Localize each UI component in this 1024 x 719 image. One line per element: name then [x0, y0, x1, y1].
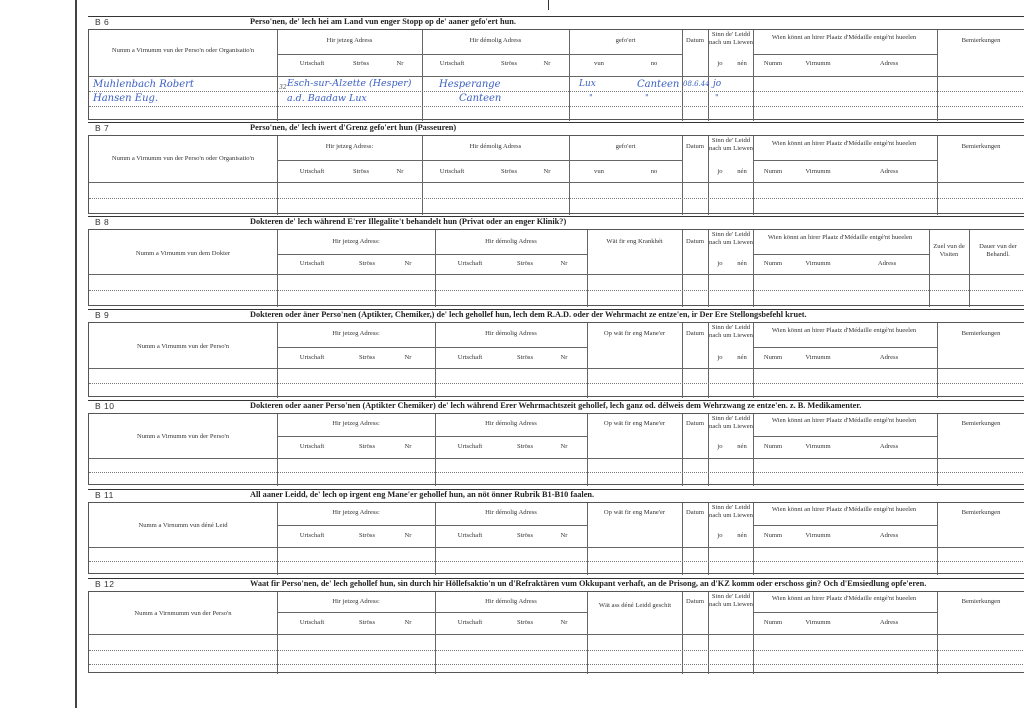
old-address-header: Hir démolig Adress: [485, 238, 537, 245]
section-b7: [88, 122, 1024, 214]
first-name-header: Virnumm: [805, 260, 831, 267]
date-header: Datum: [686, 143, 704, 150]
locality-header: Urtschaft: [299, 354, 325, 361]
no-header: nén: [737, 532, 747, 539]
date-header: Datum: [686, 420, 704, 427]
surname-header: Numm: [763, 260, 783, 267]
section-title: Dokteren de' lech während E'rer Illegalite't behandelt hun (Privat oder an enger Klinik?): [250, 217, 567, 226]
no-header: nén: [737, 60, 747, 67]
entry-fled-to: ": [645, 93, 649, 102]
section-id: B 11: [95, 490, 114, 500]
yes-header: jo: [717, 532, 723, 539]
sense-header: Sinn de' Leidd nach um Liewen: [709, 324, 753, 339]
name-header: Numm a Virnumm vun déné Leid: [138, 522, 228, 529]
section-id: B 9: [95, 310, 110, 320]
section-header: [88, 578, 1024, 592]
section-b8: [88, 216, 1024, 306]
entry-fled-from: ": [589, 93, 593, 102]
first-name-header: Virnumm: [805, 443, 831, 450]
medal-header: Wien könnt an hirer Plaatz d'Médaille entgé'nt hueelen: [771, 327, 917, 334]
medal-header: Wien könnt an hirer Plaatz d'Médaille entgé'nt hueelen: [771, 506, 917, 513]
section-id: B 10: [95, 401, 115, 411]
fled-header: gefo'ert: [615, 143, 636, 150]
current-address-header: Hir jetzeg Adress:: [332, 509, 380, 516]
name-header: Numm a Virnumm vun der Perso'n oder Organisatio'n: [111, 47, 255, 54]
section-id: B 6: [95, 17, 110, 27]
current-address-header: Hir jetzeg Adress:: [332, 598, 380, 605]
from-header: vun: [594, 168, 604, 175]
top-tick: [548, 0, 549, 10]
number-header: Nr: [396, 60, 404, 67]
address-header: Adress: [879, 60, 899, 67]
medal-header: Wien könnt an hirer Plaatz d'Médaille entgé'nt hueelen: [771, 140, 917, 147]
old-address-header: Hir démolig Adress: [485, 330, 537, 337]
ailment-header: Op wät fir eng Mane'er: [603, 330, 666, 337]
address-header: Adress: [879, 619, 899, 626]
street-header: Ströss: [352, 60, 370, 67]
section-b9: [88, 309, 1024, 397]
entry-name: Muhlenbach Robert: [93, 79, 194, 90]
street-header: Ströss: [516, 532, 534, 539]
duration-header: Dauer vun der Behandl.: [979, 243, 1017, 258]
current-address-header: Hir jetzeg Adress:: [325, 143, 374, 150]
surname-header: Numm: [763, 60, 783, 67]
current-address-header: Hir jetzeg Adress:: [332, 420, 380, 427]
locality-header: Urtschaft: [457, 354, 483, 361]
first-name-header: Virnumm: [805, 619, 831, 626]
entry-name: Hansen Eug.: [93, 93, 159, 104]
name-header: Numm a Virnumm vun der Perso'n: [136, 343, 230, 350]
form-table: [88, 413, 1024, 485]
remarks-header: Bemierkungen: [961, 143, 1001, 150]
street-header: Ströss: [500, 168, 518, 175]
medal-header: Wien könnt an hirer Plaatz d'Médaille entgé'nt hueelen: [771, 595, 917, 602]
date-header: Datum: [686, 330, 704, 337]
entry-sense: ": [715, 93, 719, 102]
number-header: Nr: [404, 443, 412, 450]
from-header: vun: [594, 60, 604, 67]
medal-header: Wien könnt an hirer Plaatz d'Médaille entgé'nt hueelen: [767, 234, 913, 241]
entry-old-locality: Hesperange: [439, 79, 501, 90]
locality-header: Urtschaft: [299, 532, 325, 539]
form-table: [88, 135, 1024, 214]
street-header: Ströss: [516, 619, 534, 626]
current-address-header: Hir jetzeg Adress:: [332, 330, 380, 337]
section-header: [88, 489, 1024, 503]
form-table: [88, 322, 1024, 397]
sense-header: Sinn de' Leidd nach um Liewen: [709, 415, 753, 430]
old-address-header: Hir démolig Adress: [485, 509, 537, 516]
old-address-header: Hir démolig Adress: [469, 143, 522, 150]
address-header: Adress: [879, 443, 899, 450]
number-header: Nr: [560, 354, 568, 361]
first-name-header: Virnumm: [805, 532, 831, 539]
form-table: [88, 591, 1024, 673]
address-header: Adress: [879, 354, 899, 361]
street-header: Ströss: [358, 532, 376, 539]
street-header: Ströss: [352, 168, 370, 175]
surname-header: Numm: [763, 619, 783, 626]
ailment-header: Op wät fir eng Mane'er: [603, 509, 666, 516]
sense-header: Sinn de' Leidd nach um Liewen: [709, 137, 753, 152]
entry-current-locality: a.d. Baadaw Lux: [287, 93, 367, 104]
current-address-header: Hir jetzeg Adress: [326, 37, 373, 44]
section-title: Dokteren oder äner Perso'nen (Aptikter, Chemiker,) de' lech gehollef hun, lech dem R.A.D. oder der Wehrmacht ze entze'en, ir Der Ere Stellongsbefehl kruet.: [250, 310, 807, 319]
number-header: Nr: [404, 619, 412, 626]
number-header: Nr: [560, 260, 568, 267]
section-id: B 8: [95, 217, 110, 227]
address-header: Adress: [879, 532, 899, 539]
street-header: Ströss: [516, 260, 534, 267]
no-header: nén: [737, 168, 747, 175]
number-header: Nr: [560, 619, 568, 626]
address-header: Adress: [879, 168, 899, 175]
fled-header: gefo'ert: [615, 37, 636, 44]
name-header: Numm a Virnumm vun dem Dokter: [135, 250, 231, 257]
street-header: Ströss: [358, 443, 376, 450]
current-address-header: Hir jetzeg Adress:: [332, 238, 380, 245]
locality-header: Urtschaft: [457, 619, 483, 626]
section-title: Dokteren oder aaner Perso'nen (Aptikter Chemiker) de' lech während Erer Wehrmachtszeit gehollef, lech ganz od. délweis dem Wehrzwang ze entze'en. z. B. Medikamenter.: [250, 401, 862, 410]
section-title: Perso'nen, de' lech hei am Land vun enger Stopp op de' aaner gefo'ert hun.: [250, 17, 516, 26]
medal-header: Wien könnt an hirer Plaatz d'Médaille entgé'nt hueelen: [771, 34, 917, 41]
yes-header: jo: [717, 443, 723, 450]
date-header: Datum: [686, 509, 704, 516]
street-header: Ströss: [500, 60, 518, 67]
section-id: B 12: [95, 579, 115, 589]
street-header: Ströss: [358, 260, 376, 267]
number-header: Nr: [396, 168, 404, 175]
number-header: Nr: [404, 260, 412, 267]
section-b12: [88, 578, 1024, 674]
yes-header: jo: [717, 354, 723, 361]
number-header: Nr: [543, 60, 551, 67]
name-header: Numm a Virnumm vun der Perso'n: [136, 433, 230, 440]
visits-header: Zuel vun de Visiten: [933, 243, 965, 258]
section-title: All aaner Leidd, de' lech op irgent eng Mane'er gehollef hun, an nöt önner Rubrik B1-B10 faalen.: [250, 490, 595, 499]
locality-header: Urtschaft: [439, 168, 465, 175]
street-header: Ströss: [358, 354, 376, 361]
form-table: [88, 29, 1024, 120]
section-title: Waat fir Perso'nen, de' lech gehollef hun, sin durch hir Höllefsaktio'n un d'Refraktären vum Okkupant verhaft, an de Prisong, an d'KZ komm oder erschoss gin? Och d'Emsiedlung opfe'eren.: [250, 579, 927, 588]
first-name-header: Virnumm: [805, 168, 831, 175]
number-header: Nr: [560, 443, 568, 450]
first-name-header: Virnumm: [805, 60, 831, 67]
yes-header: jo: [717, 168, 723, 175]
illness-header: Wät fir eng Krankhét: [606, 238, 663, 245]
locality-header: Urtschaft: [457, 532, 483, 539]
old-address-header: Hir démolig Adress: [469, 37, 522, 44]
date-header: Datum: [686, 598, 704, 605]
date-header: Datum: [686, 238, 704, 245]
no-header: nén: [737, 354, 747, 361]
surname-header: Numm: [763, 443, 783, 450]
ailment-header: Op wät fir eng Mane'er: [603, 420, 666, 427]
old-address-header: Hir démolig Adress: [485, 598, 537, 605]
section-header: [88, 309, 1024, 323]
address-header: Adress: [877, 260, 897, 267]
sense-header: Sinn de' Leidd nach um Liewen: [709, 504, 753, 519]
section-b6: [88, 16, 1024, 120]
entry-current-locality: Esch-sur-Alzette (Hesper): [287, 78, 412, 89]
locality-header: Urtschaft: [299, 619, 325, 626]
number-header: Nr: [404, 354, 412, 361]
remarks-header: Bemierkungen: [961, 598, 1001, 605]
entry-old-locality: Canteen: [459, 93, 502, 104]
entry-fled-to: Canteen: [637, 79, 680, 90]
entry-sense: jo: [713, 79, 722, 89]
yes-header: jo: [717, 260, 723, 267]
entry-number: 32: [279, 84, 287, 91]
sense-header: Sinn de' Leidd nach um Liewen: [709, 31, 753, 46]
section-title: Perso'nen, de' lech iwert d'Grenz gefo'ert hun (Passeuren): [250, 123, 457, 132]
section-id: B 7: [95, 123, 110, 133]
sense-header: Sinn de' Leidd nach um Liewen: [709, 593, 753, 608]
street-header: Ströss: [516, 443, 534, 450]
remarks-header: Bemierkungen: [961, 37, 1001, 44]
section-header: [88, 216, 1024, 230]
no-header: nén: [737, 443, 747, 450]
section-header: [88, 400, 1024, 414]
surname-header: Numm: [763, 168, 783, 175]
to-header: no: [650, 168, 658, 175]
locality-header: Urtschaft: [457, 443, 483, 450]
section-b10: [88, 400, 1024, 485]
first-name-header: Virnumm: [805, 354, 831, 361]
suffering-header: Wät ass déné Leidd geschit: [598, 602, 672, 609]
name-header: Numm a Virnumm vun der Perso'n oder Organisatio'n: [111, 155, 255, 162]
section-header: [88, 16, 1024, 30]
no-header: nén: [737, 260, 747, 267]
number-header: Nr: [404, 532, 412, 539]
section-header: [88, 122, 1024, 136]
entry-fled-from: Lux: [579, 79, 596, 89]
locality-header: Urtschaft: [457, 260, 483, 267]
street-header: Ströss: [516, 354, 534, 361]
number-header: Nr: [560, 532, 568, 539]
remarks-header: Bemierkungen: [961, 330, 1001, 337]
date-header: Datum: [686, 37, 704, 44]
locality-header: Urtschaft: [299, 260, 325, 267]
remarks-header: Bemierkungen: [961, 509, 1001, 516]
form-table: [88, 502, 1024, 574]
surname-header: Numm: [763, 532, 783, 539]
yes-header: jo: [717, 60, 723, 67]
locality-header: Urtschaft: [439, 60, 465, 67]
locality-header: Urtschaft: [299, 60, 325, 67]
section-b11: [88, 489, 1024, 574]
remarks-header: Bemierkungen: [961, 420, 1001, 427]
name-header: Numm a Virnmumm vun der Perso'n: [134, 610, 232, 617]
sense-header: Sinn de' Leidd nach um Liewen: [709, 231, 753, 246]
number-header: Nr: [543, 168, 551, 175]
form-table: [88, 229, 1024, 306]
locality-header: Urtschaft: [299, 168, 325, 175]
street-header: Ströss: [358, 619, 376, 626]
page-edge: [75, 0, 77, 708]
medal-header: Wien könnt an hirer Plaatz d'Médaille entgé'nt hueelen: [771, 417, 917, 424]
to-header: no: [650, 60, 658, 67]
locality-header: Urtschaft: [299, 443, 325, 450]
old-address-header: Hir démolig Adress: [485, 420, 537, 427]
entry-date: 08.6.44: [683, 80, 710, 88]
surname-header: Numm: [763, 354, 783, 361]
